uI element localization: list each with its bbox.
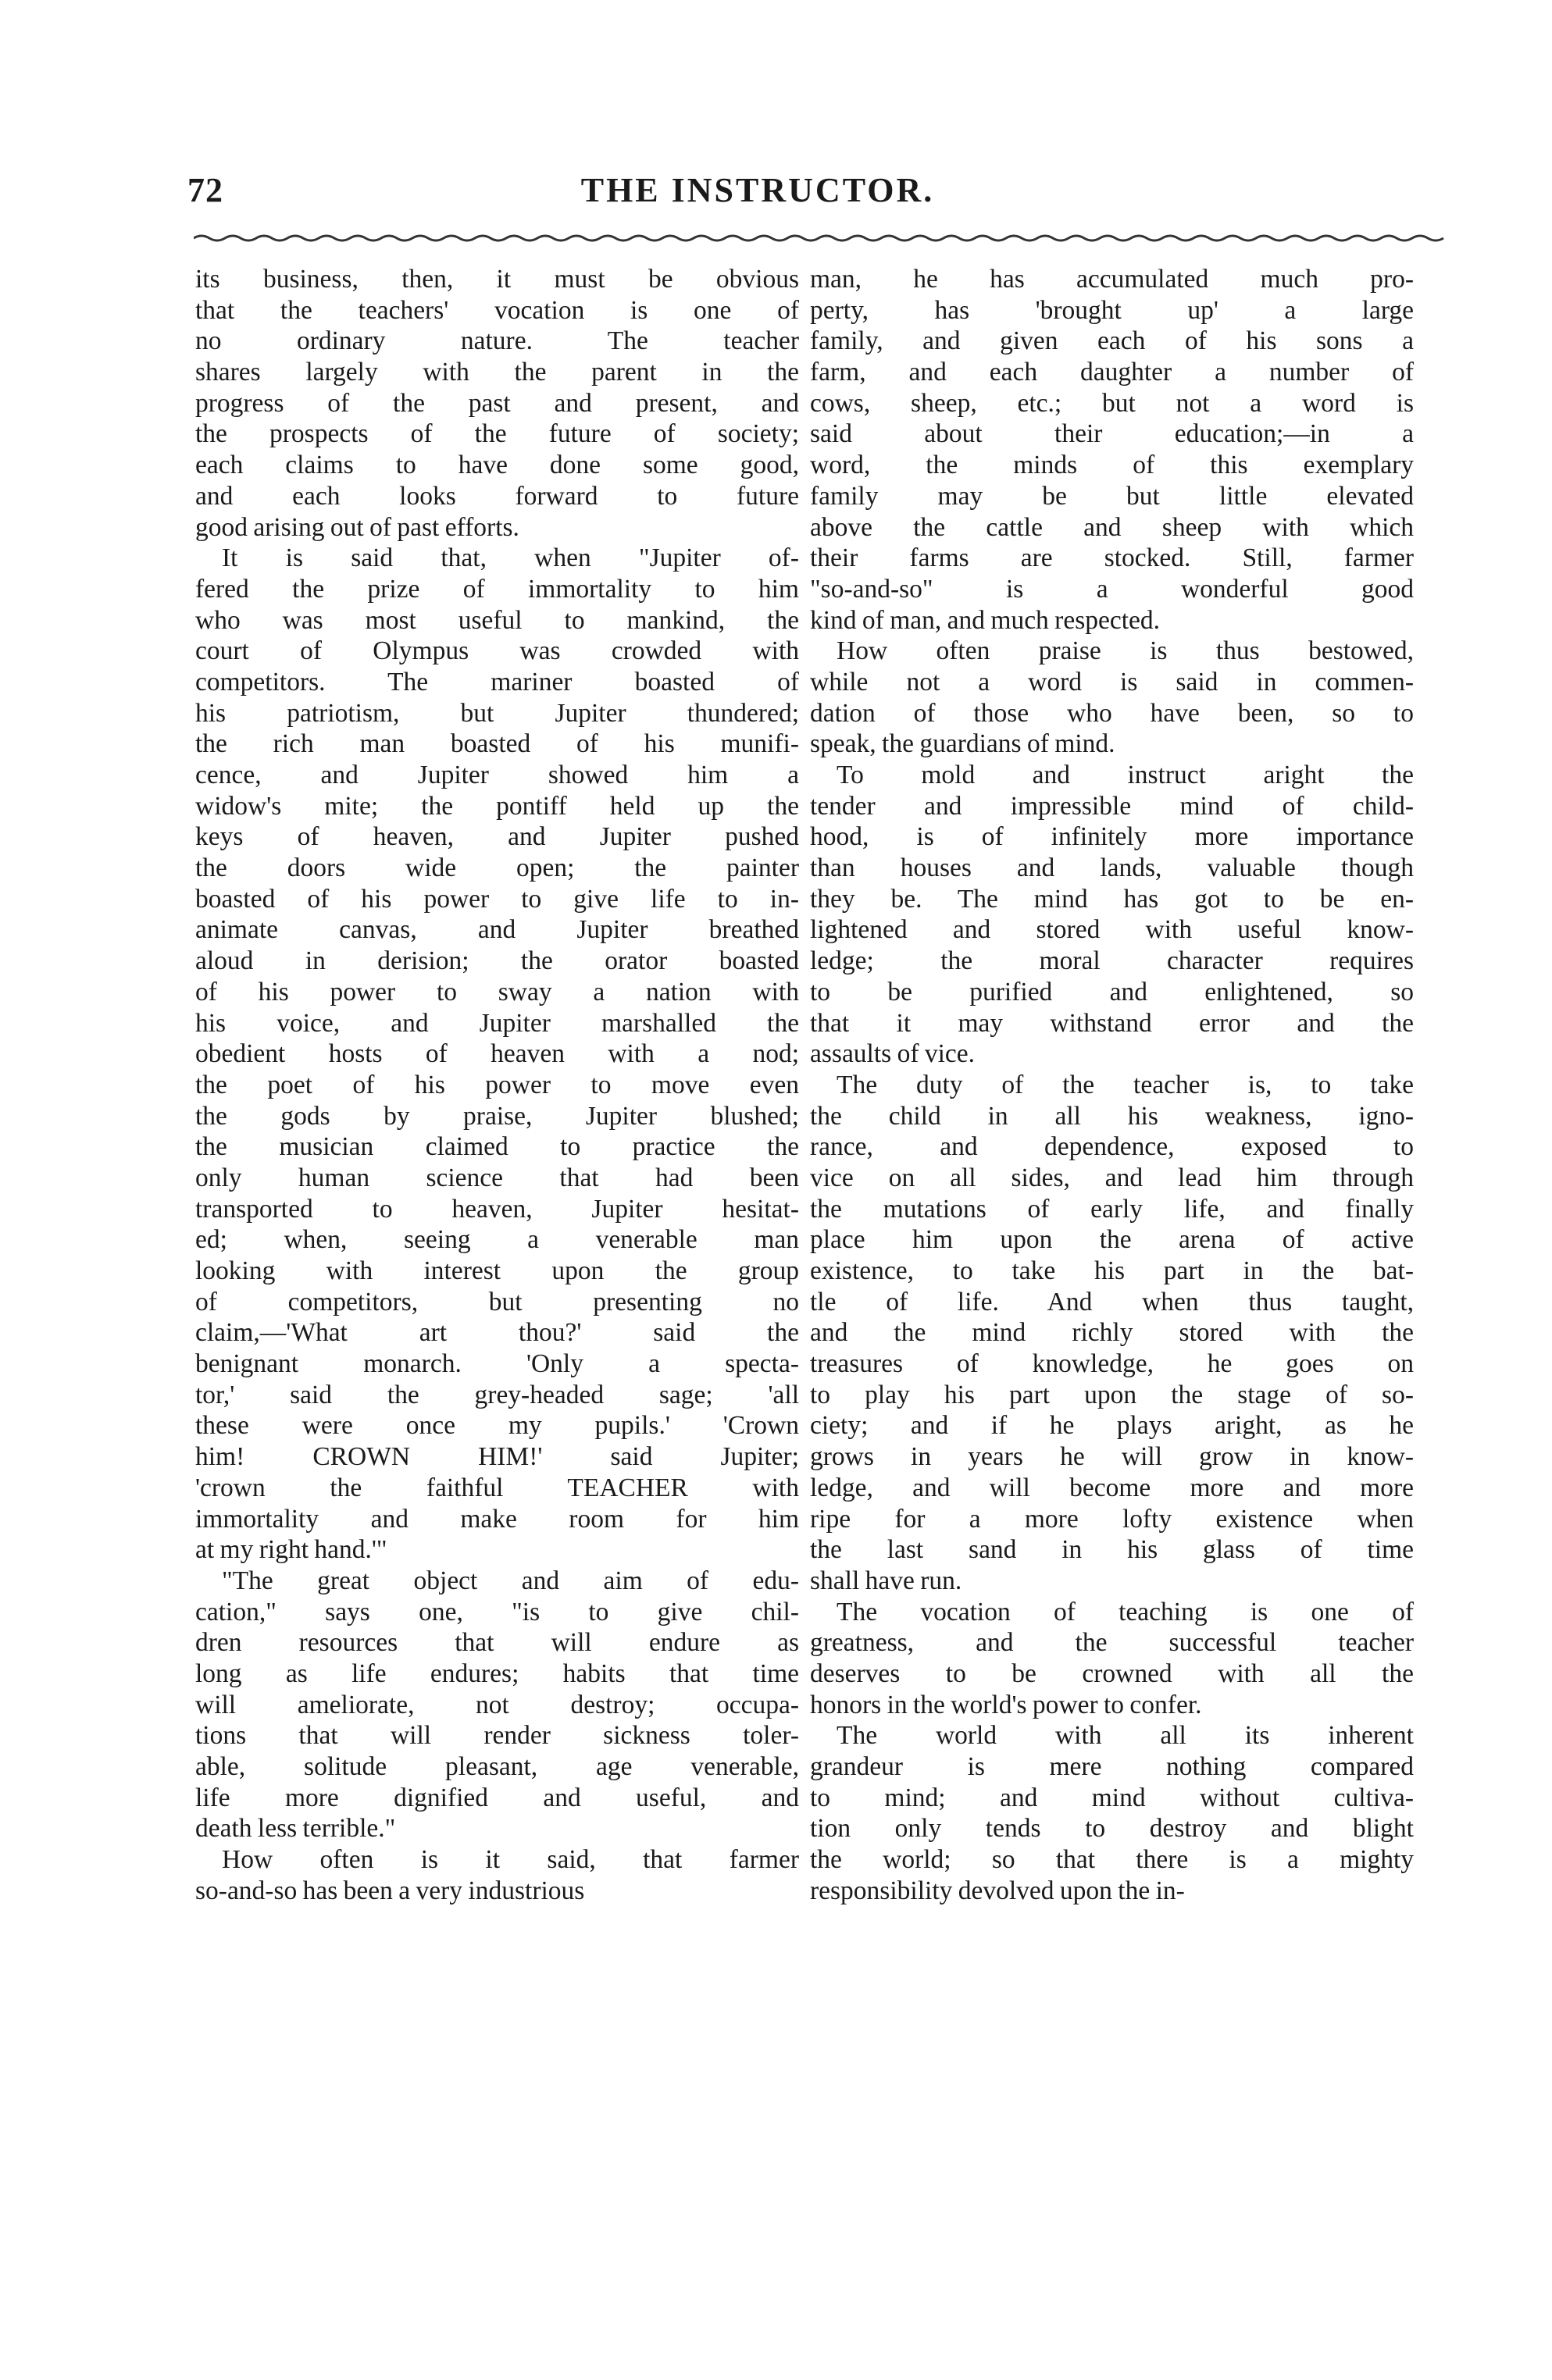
text-line: life more dignified and useful, and [195, 1783, 799, 1812]
text-line: and each looks forward to future [195, 481, 799, 511]
text-line: him! CROWN HIM!' said Jupiter; [195, 1442, 799, 1472]
text-line: grows in years he will grow in know- [810, 1442, 1414, 1472]
text-line: each claims to have done some good, [195, 451, 799, 480]
text-line: ripe for a more lofty existence when [810, 1504, 1414, 1534]
text-line: cows, sheep, etc.; but not a word is [810, 388, 1414, 418]
text-line: aloud in derision; the orator boasted [195, 946, 799, 976]
text-line: ledge, and will become more and more [810, 1473, 1414, 1502]
text-line: ledge; the moral character requires [810, 946, 1414, 976]
text-line: to be purified and enlightened, so [810, 977, 1414, 1007]
text-line: vice on all sides, and lead him through [810, 1163, 1414, 1192]
text-line: tle of life. And when thus taught, [810, 1287, 1414, 1316]
text-line: deserves to be crowned with all the [810, 1659, 1414, 1688]
text-line: progress of the past and present, and [195, 388, 799, 418]
text-line: immortality and make room for him [195, 1504, 799, 1534]
text-line: kind of man, and much respected. [810, 605, 1161, 635]
text-line: greatness, and the successful teacher [810, 1628, 1414, 1658]
text-line: the mutations of early life, and finally [810, 1194, 1414, 1224]
text-line: existence, to take his part in the bat- [810, 1256, 1414, 1285]
text-line: treasures of knowledge, he goes on [810, 1349, 1414, 1379]
text-line: competitors. The mariner boasted of [195, 667, 799, 697]
text-line: to mind; and mind without cultiva- [810, 1783, 1414, 1812]
text-line: animate canvas, and Jupiter breathed [195, 915, 799, 945]
text-line: good arising out of past efforts. [195, 512, 519, 542]
text-line: family may be but little elevated [810, 481, 1414, 511]
text-line: responsibility devolved upon the in- [810, 1876, 1185, 1905]
text-line: that it may withstand error and the [810, 1008, 1414, 1038]
text-line: dation of those who have been, so to [810, 698, 1414, 728]
text-line: his voice, and Jupiter marshalled the [195, 1008, 799, 1038]
text-line: of his power to sway a nation with [195, 977, 799, 1007]
text-line: rance, and dependence, exposed to [810, 1132, 1414, 1162]
text-line: boasted of his power to give life to in- [195, 884, 799, 914]
text-line: its business, then, it must be obvious [195, 265, 799, 294]
text-line: looking with interest upon the group [195, 1256, 799, 1285]
page-number: 72 [187, 171, 223, 209]
text-line: so-and-so has been a very industrious [195, 1876, 585, 1905]
text-line: cence, and Jupiter showed him a [195, 761, 799, 789]
text-line: the prospects of the future of society; [195, 419, 799, 449]
text-line: "The great object and aim of edu- [222, 1566, 799, 1595]
text-line: How often is it said, that farmer [222, 1845, 799, 1875]
text-line: The world with all its inherent [837, 1721, 1414, 1751]
text-line: family, and given each of his sons a [810, 326, 1414, 356]
text-line: man, he has accumulated much pro- [810, 265, 1414, 294]
text-line: their farms are stocked. Still, farmer [810, 543, 1414, 573]
text-line: tor,' said the grey-headed sage; 'all [195, 1380, 799, 1409]
text-line: the child in all his weakness, igno- [810, 1101, 1414, 1131]
text-line: will ameliorate, not destroy; occupa- [195, 1690, 799, 1719]
text-line: tion only tends to destroy and blight [810, 1814, 1414, 1844]
text-line: his patriotism, but Jupiter thundered; [195, 698, 799, 728]
text-line: ed; when, seeing a venerable man [195, 1225, 799, 1255]
text-line: that the teachers' vocation is one of [195, 295, 799, 325]
text-line: hood, is of infinitely more importance [810, 822, 1414, 852]
text-line: How often praise is thus bestowed, [837, 636, 1414, 666]
text-line: claim,—'What art thou?' said the [195, 1318, 799, 1348]
text-line: tender and impressible mind of child- [810, 791, 1414, 821]
text-line: farm, and each daughter a number of [810, 358, 1414, 387]
text-line: tions that will render sickness toler- [195, 1721, 799, 1751]
text-line: the world; so that there is a mighty [810, 1845, 1414, 1875]
text-line: to play his part upon the stage of so- [810, 1380, 1414, 1409]
text-line: the poet of his power to move even [195, 1070, 799, 1099]
text-line: no ordinary nature. The teacher [195, 326, 799, 356]
left-column [195, 264, 799, 1906]
text-line: To mold and instruct aright the [837, 761, 1414, 789]
text-line: of competitors, but presenting no [195, 1287, 799, 1316]
text-line: than houses and lands, valuable though [810, 853, 1414, 883]
text-line: assaults of vice. [810, 1039, 976, 1069]
text-line: long as life endures; habits that time [195, 1659, 799, 1688]
text-line: keys of heaven, and Jupiter pushed [195, 822, 799, 852]
text-line: above the cattle and sheep with which [810, 512, 1414, 542]
text-line: word, the minds of this exemplary [810, 451, 1414, 480]
text-line: fered the prize of immortality to him [195, 574, 799, 604]
text-line: speak, the guardians of mind. [810, 729, 1115, 759]
text-line: the rich man boasted of his munifi- [195, 729, 799, 759]
text-line: the doors wide open; the painter [195, 853, 799, 883]
right-column [810, 264, 1414, 1906]
text-line: the musician claimed to practice the [195, 1132, 799, 1162]
text-line: 'crown the faithful TEACHER with [195, 1473, 799, 1502]
text-line: they be. The mind has got to be en- [810, 884, 1414, 914]
text-line: "so-and-so" is a wonderful good [810, 574, 1414, 604]
text-line: court of Olympus was crowded with [195, 636, 799, 666]
text-line: The vocation of teaching is one of [837, 1597, 1414, 1626]
running-title: THE INSTRUCTOR. [580, 171, 935, 209]
text-line: ciety; and if he plays aright, as he [810, 1411, 1414, 1441]
text-line: shares largely with the parent in the [195, 358, 799, 387]
text-line: perty, has 'brought up' a large [810, 295, 1414, 325]
text-line: who was most useful to mankind, the [195, 605, 799, 635]
text-line: cation," says one, "is to give chil- [195, 1597, 799, 1626]
text-line: grandeur is mere nothing compared [810, 1752, 1414, 1781]
text-line: and the mind richly stored with the [810, 1318, 1414, 1348]
text-line: death less terrible." [195, 1814, 396, 1844]
text-line: at my right hand.'" [195, 1535, 387, 1565]
text-line: widow's mite; the pontiff held up the [195, 791, 799, 821]
text-line: the gods by praise, Jupiter blushed; [195, 1101, 799, 1131]
text-line: shall have run. [810, 1566, 962, 1595]
text-line: benignant monarch. 'Only a specta- [195, 1349, 799, 1379]
text-line: said about their education;—in a [810, 419, 1414, 449]
text-line: It is said that, when "Jupiter of- [222, 543, 799, 573]
text-line: able, solitude pleasant, age venerable, [195, 1752, 799, 1781]
text-line: The duty of the teacher is, to take [837, 1070, 1414, 1099]
text-line: dren resources that will endure as [195, 1628, 799, 1658]
text-line: lightened and stored with useful know- [810, 915, 1414, 945]
text-line: honors in the world's power to confer. [810, 1690, 1202, 1719]
text-line: obedient hosts of heaven with a nod; [195, 1039, 799, 1069]
text-line: these were once my pupils.' 'Crown [195, 1411, 799, 1441]
text-line: only human science that had been [195, 1163, 799, 1192]
text-line: transported to heaven, Jupiter hesitat- [195, 1194, 799, 1224]
text-line: while not a word is said in commen- [810, 667, 1414, 697]
header-rule [194, 233, 1451, 244]
text-line: place him upon the arena of active [810, 1225, 1414, 1255]
text-line: the last sand in his glass of time [810, 1535, 1414, 1565]
